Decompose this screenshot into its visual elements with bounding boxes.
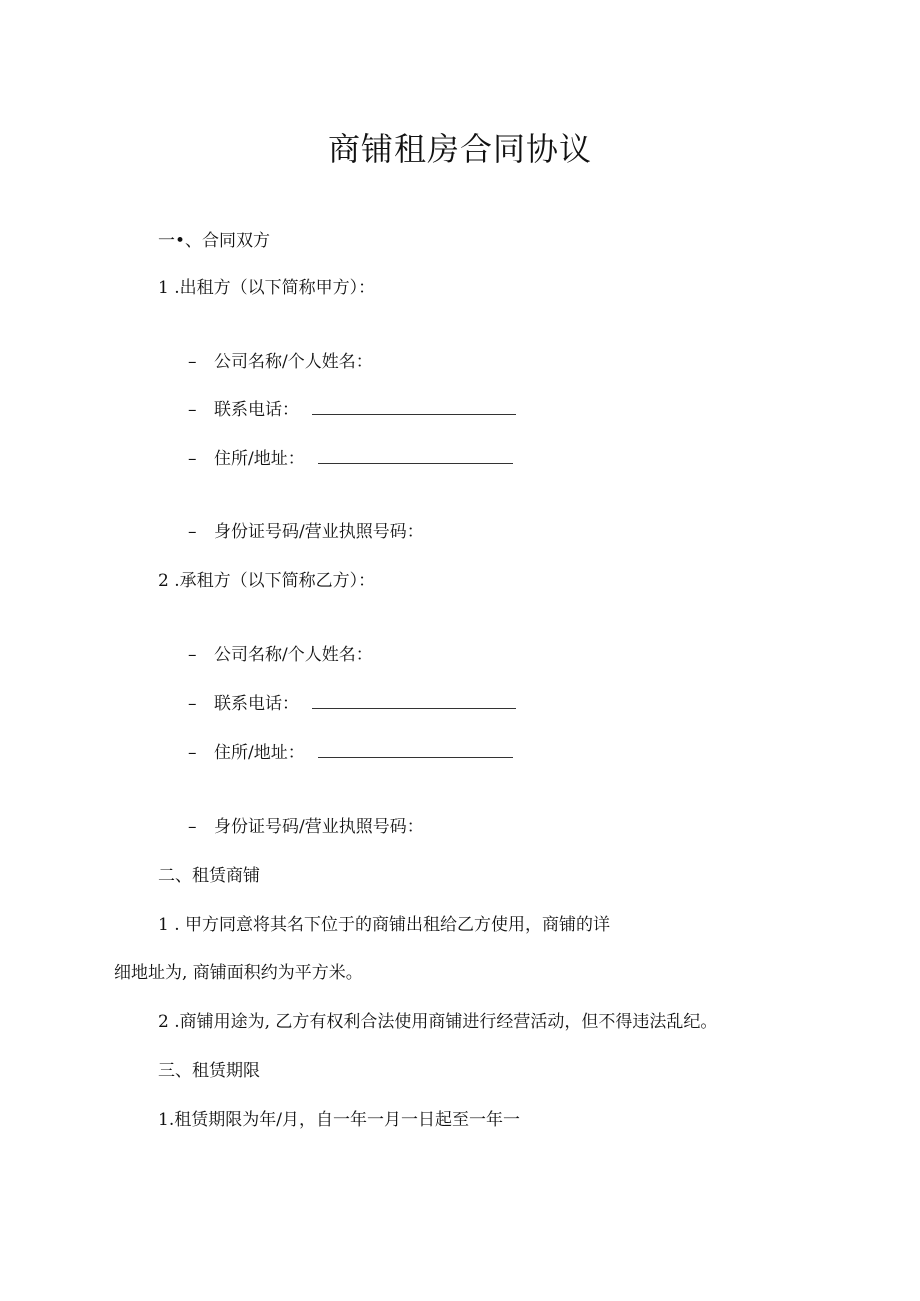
bullet-dash: – — [188, 400, 197, 420]
field-label: 公司名称/个人姓名： — [214, 352, 373, 372]
fill-in-blank — [312, 694, 516, 709]
document-title: 商铺租房合同协议 — [327, 130, 592, 168]
lessee-name-field — [188, 643, 373, 667]
bullet-dash: – — [188, 694, 197, 714]
lessee-phone-field — [188, 692, 516, 716]
section-heading-term: 三、租赁期限 — [158, 1061, 260, 1081]
bullet-dash: – — [188, 449, 197, 469]
premises-item-1-line-2: 细地址为, 商铺面积约为平方米。 — [114, 963, 363, 983]
fill-in-blank — [312, 400, 516, 415]
bullet-dash: – — [188, 817, 197, 837]
bullet-dash: – — [188, 522, 197, 542]
lessor-label: 1 .出租方（以下简称甲方）： — [158, 278, 376, 298]
bullet-dash: – — [188, 352, 197, 372]
bullet-dash: – — [188, 743, 197, 763]
lessee-label: 2 .承租方（以下简称乙方）： — [158, 571, 376, 591]
lessor-address-field — [188, 447, 513, 471]
field-label: 身份证号码/营业执照号码： — [214, 522, 424, 542]
premises-item-2: 2 .商铺用途为, 乙方有权利合法使用商铺进行经营活动，但不得违法乱纪。 — [158, 1012, 718, 1032]
lessor-name-field — [188, 350, 373, 374]
term-item-1: 1.租赁期限为年/月，自一年一月一日起至一年一 — [158, 1110, 520, 1130]
lessor-id-field — [188, 520, 424, 544]
fill-in-blank — [318, 449, 513, 464]
section-heading-parties: 一•、合同双方 — [158, 231, 271, 251]
fill-in-blank — [318, 743, 513, 758]
field-label: 联系电话： — [214, 694, 299, 714]
lessor-phone-field — [188, 398, 516, 422]
field-label: 公司名称/个人姓名： — [214, 645, 373, 665]
lessee-address-field — [188, 741, 513, 765]
section-heading-premises: 二、租赁商铺 — [158, 866, 260, 886]
lessee-id-field — [188, 815, 424, 839]
premises-item-1-line-1: 1 . 甲方同意将其名下位于的商铺出租给乙方使用，商铺的详 — [158, 915, 611, 935]
field-label: 住所/地址： — [214, 449, 305, 469]
bullet-dash: – — [188, 645, 197, 665]
field-label: 住所/地址： — [214, 743, 305, 763]
field-label: 联系电话： — [214, 400, 299, 420]
field-label: 身份证号码/营业执照号码： — [214, 817, 424, 837]
